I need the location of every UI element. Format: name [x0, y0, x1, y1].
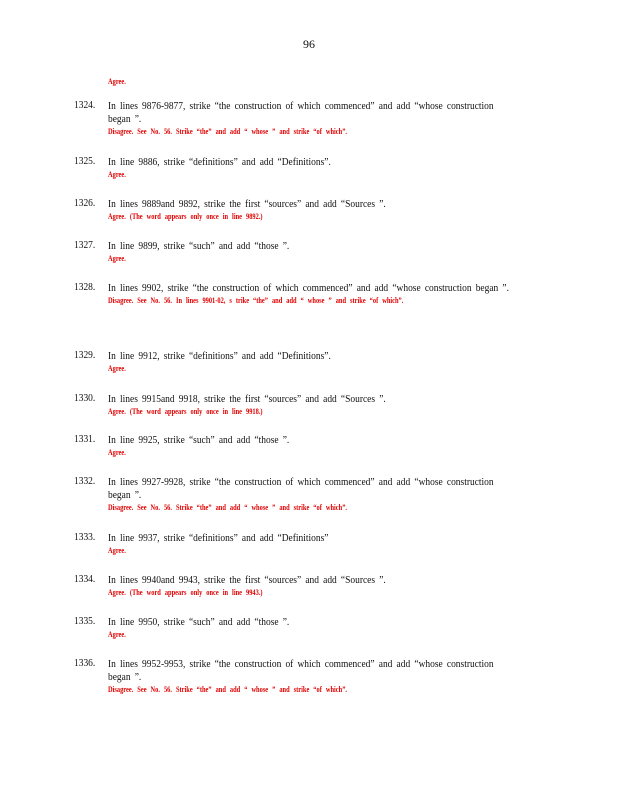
entry-comment: Disagree. See No. 56. In lines 9901-02, s trike “the” and add “ whose ” and strike “of which”. [108, 296, 404, 305]
amendment-entry [74, 393, 554, 417]
entry-text: In lines 9952-9953, strike “the construction of which commenced” and add “whose construction began ”. [108, 659, 494, 683]
entry-text: In line 9925, strike “such” and add “those ”. [108, 435, 290, 446]
entry-text: In line 9937, strike “definitions” and add “Definitions” [108, 533, 329, 544]
entry-text: In line 9899, strike “such” and add “those ”. [108, 241, 290, 252]
amendment-entry [74, 476, 554, 513]
entry-number: 1333. [74, 532, 96, 543]
carryover-comment: Agree. [108, 77, 126, 86]
amendment-entry [74, 350, 554, 374]
entry-comment: Agree. [108, 364, 126, 373]
entry-number: 1332. [74, 476, 96, 487]
amendment-entry [74, 240, 554, 264]
amendment-entry [74, 100, 554, 137]
entry-number: 1334. [74, 574, 96, 585]
entry-text: In lines 9889and 9892, strike the first “sources” and add “Sources ”. [108, 199, 386, 210]
entry-text: In lines 9940and 9943, strike the first “sources” and add “Sources ”. [108, 575, 386, 586]
amendment-entry [74, 156, 554, 180]
entry-number: 1330. [74, 393, 96, 404]
entry-comment: Disagree. See No. 56. Strike “the” and add “ whose ” and strike “of which”. [108, 127, 347, 136]
entry-number: 1335. [74, 616, 96, 627]
entry-number: 1329. [74, 350, 96, 361]
amendment-entry [74, 574, 554, 598]
entry-text: In line 9950, strike “such” and add “those ”. [108, 617, 290, 628]
amendment-entry [74, 198, 554, 222]
entry-text: In line 9912, strike “definitions” and add “Definitions”. [108, 351, 331, 362]
entry-comment: Disagree. See No. 56. Strike “the” and add “ whose ” and strike “of which”. [108, 503, 347, 512]
entry-number: 1327. [74, 240, 96, 251]
entry-comment: Agree. [108, 630, 126, 639]
entry-text: In lines 9876-9877, strike “the construction of which commenced” and add “whose construction began ”. [108, 101, 494, 125]
amendment-entry [74, 616, 554, 640]
entry-text: In line 9886, strike “definitions” and add “Definitions”. [108, 157, 331, 168]
entry-number: 1325. [74, 156, 96, 167]
entry-number: 1336. [74, 658, 96, 669]
amendment-entry [74, 658, 554, 695]
amendment-entry [74, 282, 554, 306]
entry-number: 1324. [74, 100, 96, 111]
entry-comment: Agree. (The word appears only once in line 9918.) [108, 407, 263, 416]
entry-comment: Agree. [108, 170, 126, 179]
entry-number: 1331. [74, 434, 96, 445]
entry-comment: Agree. (The word appears only once in line 9892.) [108, 212, 263, 221]
entry-comment: Agree. [108, 448, 126, 457]
entry-text: In lines 9915and 9918, strike the first “sources” and add “Sources ”. [108, 394, 386, 405]
entry-text: In lines 9902, strike “the construction of which commenced” and add “whose construction began ”. [108, 283, 509, 294]
page-number: 96 [303, 37, 315, 51]
entry-comment: Disagree. See No. 56. Strike “the” and add “ whose ” and strike “of which”. [108, 685, 347, 694]
entry-number: 1328. [74, 282, 96, 293]
entry-number: 1326. [74, 198, 96, 209]
amendment-entry [74, 434, 554, 458]
amendment-entry [74, 532, 554, 556]
entry-comment: Agree. [108, 546, 126, 555]
entry-comment: Agree. [108, 254, 126, 263]
entry-text: In lines 9927-9928, strike “the construction of which commenced” and add “whose construction began ”. [108, 477, 494, 501]
entry-comment: Agree. (The word appears only once in line 9943.) [108, 588, 263, 597]
